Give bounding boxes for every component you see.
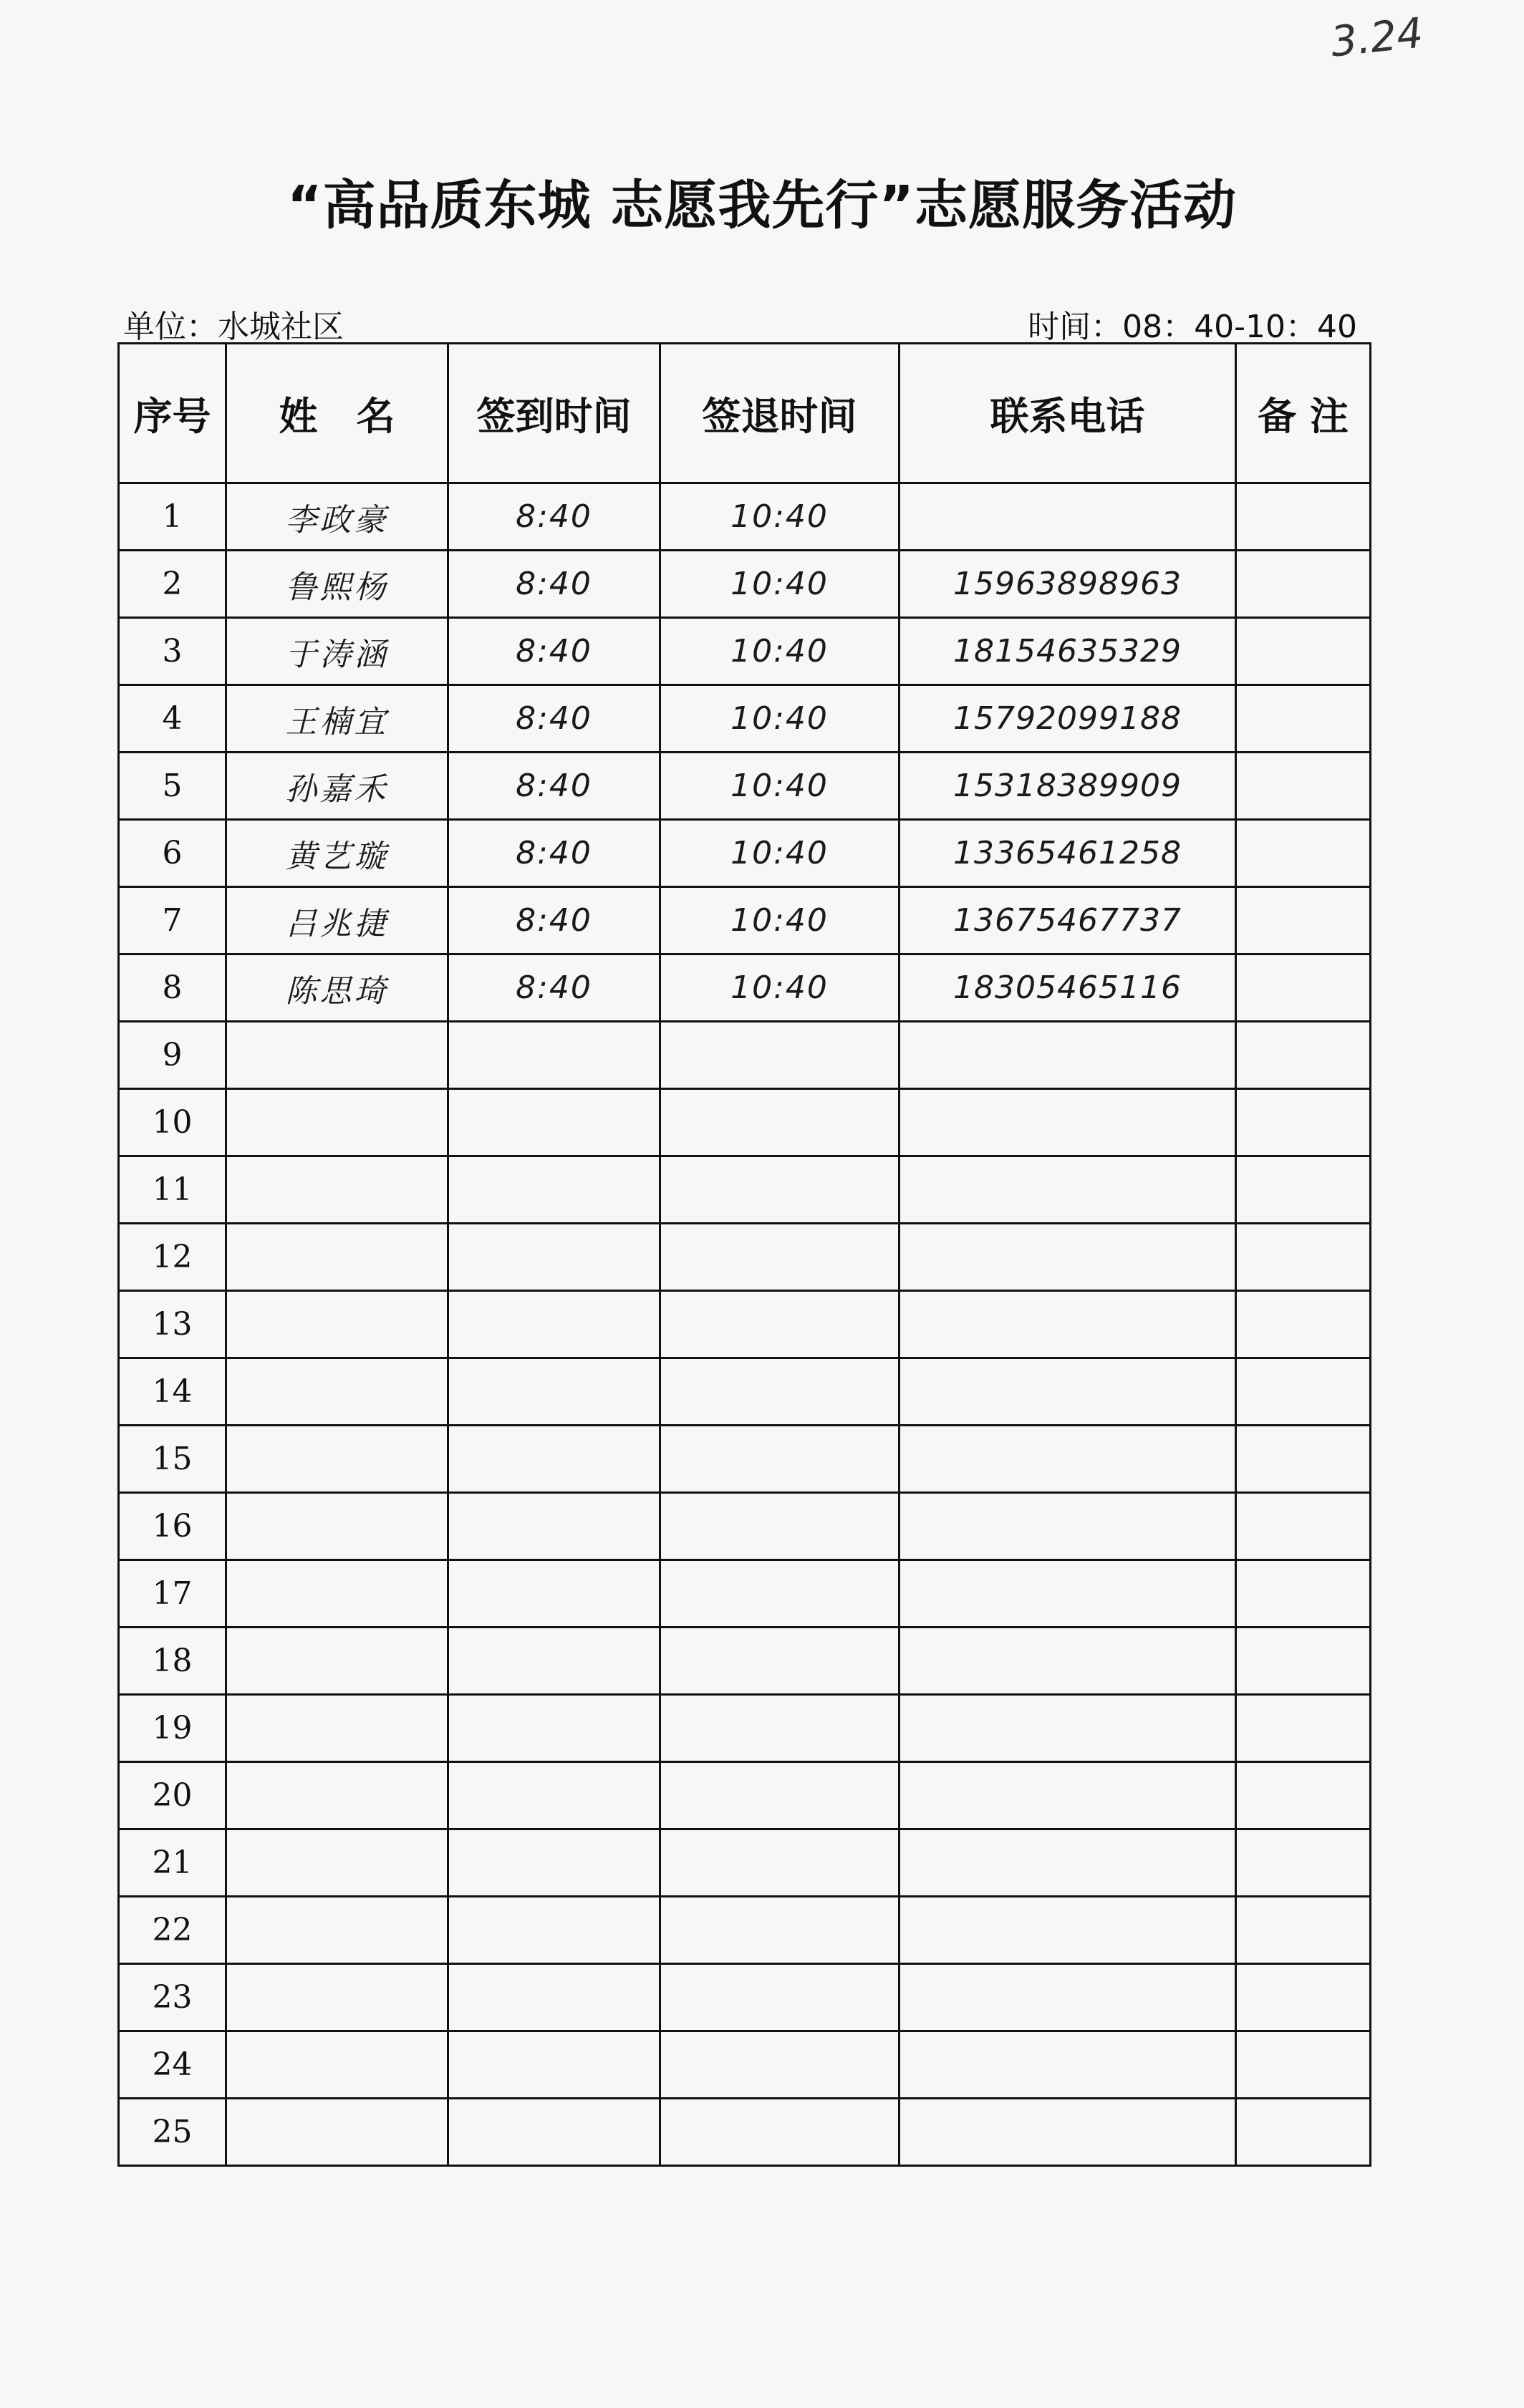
signin-table <box>117 342 1371 2167</box>
signin-time-cell <box>448 1964 660 2031</box>
row-index-cell: 12 <box>119 1224 226 1291</box>
table-row <box>119 1493 1371 1560</box>
name-cell <box>226 1695 448 1762</box>
signout-time-cell <box>660 1426 900 1493</box>
name-cell: 黄艺璇 <box>226 820 448 887</box>
row-index-cell: 25 <box>119 2099 226 2166</box>
table-row <box>119 954 1371 1022</box>
row-index-cell: 14 <box>119 1358 226 1426</box>
note-cell <box>1236 1897 1371 1964</box>
signout-time-cell <box>660 1695 900 1762</box>
table-header-row <box>119 344 1371 483</box>
note-cell <box>1236 1358 1371 1426</box>
phone-cell: 15792099188 <box>900 685 1236 753</box>
unit-label: 单位：水城社区 <box>123 309 344 345</box>
signout-time-cell <box>660 1964 900 2031</box>
row-index-cell: 10 <box>119 1089 226 1156</box>
header-name: 姓 名 <box>226 344 448 483</box>
signout-time-cell <box>660 1762 900 1829</box>
signin-time-cell: 8:40 <box>448 753 660 820</box>
note-cell <box>1236 1829 1371 1897</box>
table-row <box>119 820 1371 887</box>
signin-time-cell <box>448 1089 660 1156</box>
signin-time-cell <box>448 1695 660 1762</box>
phone-cell <box>900 1762 1236 1829</box>
note-cell <box>1236 685 1371 753</box>
table-row <box>119 685 1371 753</box>
signout-time-cell: 10:40 <box>660 753 900 820</box>
signout-time-cell <box>660 1829 900 1897</box>
phone-cell <box>900 1022 1236 1089</box>
signin-time-cell: 8:40 <box>448 551 660 618</box>
phone-cell <box>900 1156 1236 1224</box>
phone-cell: 13365461258 <box>900 820 1236 887</box>
name-cell <box>226 1089 448 1156</box>
phone-cell <box>900 1358 1236 1426</box>
phone-cell <box>900 1089 1236 1156</box>
signout-time-cell: 10:40 <box>660 685 900 753</box>
table-row <box>119 1829 1371 1897</box>
phone-cell <box>900 2099 1236 2166</box>
signout-time-cell <box>660 1089 900 1156</box>
note-cell <box>1236 1964 1371 2031</box>
row-index-cell: 11 <box>119 1156 226 1224</box>
row-index-cell: 5 <box>119 753 226 820</box>
signout-time-cell <box>660 1156 900 1224</box>
table-row <box>119 753 1371 820</box>
table-row <box>119 2099 1371 2166</box>
header-phone: 联系电话 <box>900 344 1236 483</box>
signout-time-cell: 10:40 <box>660 887 900 954</box>
signin-time-cell <box>448 2099 660 2166</box>
note-cell <box>1236 1628 1371 1695</box>
phone-cell <box>900 1897 1236 1964</box>
row-index-cell: 24 <box>119 2031 226 2099</box>
row-index-cell: 1 <box>119 483 226 551</box>
table-row <box>119 1156 1371 1224</box>
name-cell <box>226 1224 448 1291</box>
signin-time-cell <box>448 1156 660 1224</box>
name-cell: 吕兆捷 <box>226 887 448 954</box>
row-index-cell: 3 <box>119 618 226 685</box>
header-index: 序号 <box>119 344 226 483</box>
table-row <box>119 1964 1371 2031</box>
note-cell <box>1236 753 1371 820</box>
signout-time-cell <box>660 1358 900 1426</box>
header-signin-time: 签到时间 <box>448 344 660 483</box>
note-cell <box>1236 618 1371 685</box>
note-cell <box>1236 1426 1371 1493</box>
signout-time-cell: 10:40 <box>660 820 900 887</box>
signout-time-cell: 10:40 <box>660 551 900 618</box>
note-cell <box>1236 1022 1371 1089</box>
signout-time-cell: 10:40 <box>660 483 900 551</box>
note-cell <box>1236 1089 1371 1156</box>
phone-cell <box>900 1560 1236 1628</box>
note-cell <box>1236 2099 1371 2166</box>
phone-cell <box>900 483 1236 551</box>
note-cell <box>1236 483 1371 551</box>
document-title: “高品质东城 志愿我先行”志愿服务活动 <box>286 175 1238 236</box>
name-cell <box>226 1493 448 1560</box>
signin-time-cell <box>448 1493 660 1560</box>
row-index-cell: 4 <box>119 685 226 753</box>
phone-cell: 18305465116 <box>900 954 1236 1022</box>
signout-time-cell <box>660 1022 900 1089</box>
table-row <box>119 1089 1371 1156</box>
header-note: 备 注 <box>1236 344 1371 483</box>
phone-cell <box>900 1628 1236 1695</box>
phone-cell: 15963898963 <box>900 551 1236 618</box>
row-index-cell: 7 <box>119 887 226 954</box>
phone-cell <box>900 1695 1236 1762</box>
row-index-cell: 19 <box>119 1695 226 1762</box>
name-cell <box>226 1628 448 1695</box>
signin-time-cell <box>448 1358 660 1426</box>
note-cell <box>1236 954 1371 1022</box>
table-row <box>119 1291 1371 1358</box>
row-index-cell: 21 <box>119 1829 226 1897</box>
signin-time-cell <box>448 1628 660 1695</box>
table-row <box>119 1628 1371 1695</box>
header-signout-time: 签退时间 <box>660 344 900 483</box>
table-row <box>119 887 1371 954</box>
signin-time-cell: 8:40 <box>448 887 660 954</box>
row-index-cell: 8 <box>119 954 226 1022</box>
note-cell <box>1236 1156 1371 1224</box>
phone-cell <box>900 1426 1236 1493</box>
table-row <box>119 1426 1371 1493</box>
signout-time-cell <box>660 1628 900 1695</box>
signout-time-cell <box>660 1291 900 1358</box>
table-row <box>119 1358 1371 1426</box>
phone-cell <box>900 1224 1236 1291</box>
signout-time-cell: 10:40 <box>660 618 900 685</box>
name-cell <box>226 1022 448 1089</box>
name-cell: 陈思琦 <box>226 954 448 1022</box>
row-index-cell: 6 <box>119 820 226 887</box>
name-cell <box>226 1829 448 1897</box>
name-cell: 于涛涵 <box>226 618 448 685</box>
signin-time-cell: 8:40 <box>448 618 660 685</box>
signin-time-cell: 8:40 <box>448 685 660 753</box>
signin-time-cell: 8:40 <box>448 954 660 1022</box>
table-row <box>119 1560 1371 1628</box>
signin-time-cell <box>448 1829 660 1897</box>
note-cell <box>1236 820 1371 887</box>
name-cell: 鲁熙杨 <box>226 551 448 618</box>
note-cell <box>1236 887 1371 954</box>
name-cell <box>226 1560 448 1628</box>
signin-time-cell: 8:40 <box>448 820 660 887</box>
name-cell <box>226 2099 448 2166</box>
table-row <box>119 1695 1371 1762</box>
note-cell <box>1236 1762 1371 1829</box>
phone-cell: 13675467737 <box>900 887 1236 954</box>
table-row <box>119 1224 1371 1291</box>
phone-cell <box>900 1493 1236 1560</box>
signin-time-cell <box>448 1897 660 1964</box>
handwritten-date-note: 3.24 <box>1328 8 1426 67</box>
table-row <box>119 483 1371 551</box>
phone-cell: 15318389909 <box>900 753 1236 820</box>
row-index-cell: 9 <box>119 1022 226 1089</box>
table-row <box>119 551 1371 618</box>
time-label: 时间：08：40-10：40 <box>1028 309 1357 345</box>
row-index-cell: 18 <box>119 1628 226 1695</box>
signin-time-cell <box>448 1224 660 1291</box>
note-cell <box>1236 551 1371 618</box>
name-cell <box>226 1291 448 1358</box>
row-index-cell: 22 <box>119 1897 226 1964</box>
row-index-cell: 15 <box>119 1426 226 1493</box>
signin-time-cell <box>448 1560 660 1628</box>
name-cell <box>226 1897 448 1964</box>
name-cell: 孙嘉禾 <box>226 753 448 820</box>
signout-time-cell <box>660 1560 900 1628</box>
phone-cell: 18154635329 <box>900 618 1236 685</box>
name-cell: 李政豪 <box>226 483 448 551</box>
name-cell <box>226 2031 448 2099</box>
table-row <box>119 1762 1371 1829</box>
table-row <box>119 1022 1371 1089</box>
signout-time-cell <box>660 2031 900 2099</box>
signin-time-cell <box>448 1426 660 1493</box>
phone-cell <box>900 1964 1236 2031</box>
signout-time-cell <box>660 1493 900 1560</box>
signin-time-cell <box>448 1291 660 1358</box>
note-cell <box>1236 1493 1371 1560</box>
note-cell <box>1236 1291 1371 1358</box>
phone-cell <box>900 1829 1236 1897</box>
signin-time-cell <box>448 1022 660 1089</box>
table-row <box>119 2031 1371 2099</box>
note-cell <box>1236 1224 1371 1291</box>
table-row <box>119 618 1371 685</box>
table-row <box>119 1897 1371 1964</box>
phone-cell <box>900 2031 1236 2099</box>
signout-time-cell: 10:40 <box>660 954 900 1022</box>
note-cell <box>1236 1695 1371 1762</box>
name-cell <box>226 1156 448 1224</box>
name-cell <box>226 1762 448 1829</box>
signin-time-cell: 8:40 <box>448 483 660 551</box>
row-index-cell: 13 <box>119 1291 226 1358</box>
note-cell <box>1236 2031 1371 2099</box>
signin-time-cell <box>448 2031 660 2099</box>
row-index-cell: 17 <box>119 1560 226 1628</box>
note-cell <box>1236 1560 1371 1628</box>
row-index-cell: 23 <box>119 1964 226 2031</box>
row-index-cell: 16 <box>119 1493 226 1560</box>
name-cell <box>226 1964 448 2031</box>
signin-time-cell <box>448 1762 660 1829</box>
name-cell <box>226 1358 448 1426</box>
phone-cell <box>900 1291 1236 1358</box>
signout-time-cell <box>660 1224 900 1291</box>
row-index-cell: 20 <box>119 1762 226 1829</box>
signout-time-cell <box>660 1897 900 1964</box>
signout-time-cell <box>660 2099 900 2166</box>
row-index-cell: 2 <box>119 551 226 618</box>
name-cell <box>226 1426 448 1493</box>
name-cell: 王楠宜 <box>226 685 448 753</box>
